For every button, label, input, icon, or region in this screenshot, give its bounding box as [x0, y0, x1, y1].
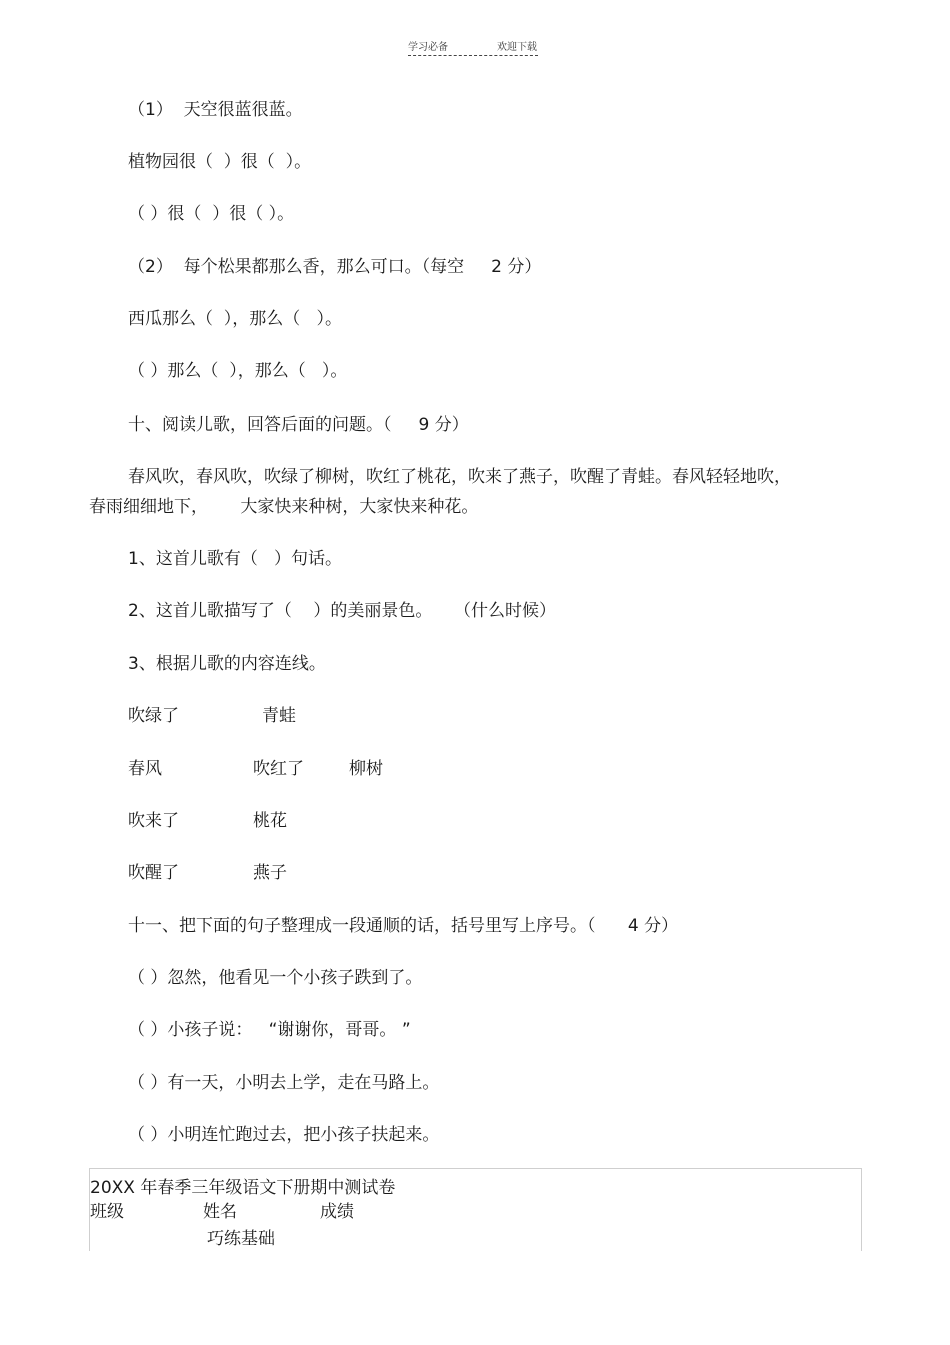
match-word: 桃花 [253, 811, 287, 831]
match-word: 吹醒了 [128, 863, 179, 883]
ordering-item: （ ）忽然，他看见一个小孩子跌到了。 [128, 968, 423, 988]
fill-blank-line: （ ）很（ ）很（ ）。 [128, 204, 295, 224]
score-label: 成绩 [320, 1202, 354, 1222]
sentence-example-1: （1） 天空很蓝很蓝。 [128, 100, 303, 120]
match-word: 青蛙 [262, 706, 296, 726]
question-2: 2、这首儿歌描写了（ ）的美丽景色。 （什么时候） [128, 601, 557, 621]
class-label: 班级 [90, 1202, 124, 1222]
match-word: 吹绿了 [128, 706, 179, 726]
header-rule [408, 55, 538, 56]
match-word: 柳树 [349, 759, 383, 779]
fill-blank-line: 西瓜那么（ ），那么（ ）。 [128, 309, 343, 329]
header-left-text: 学习必备 [408, 42, 448, 53]
ordering-item: （ ）小明连忙跑过去，把小孩子扶起来。 [128, 1125, 440, 1145]
poem-line: 春风吹，春风吹，吹绿了柳树，吹红了桃花，吹来了燕子，吹醒了青蛙。春风轻轻地吹， [128, 467, 791, 487]
match-word: 吹红了 [253, 759, 304, 779]
fill-blank-line: 植物园很（ ）很（ ）。 [128, 152, 312, 172]
section-10-title: 十、阅读儿歌，回答后面的问题。（ 9 分） [128, 415, 469, 435]
match-word: 春风 [128, 759, 162, 779]
sentence-example-2: （2） 每个松果都那么香，那么可口。（每空 2 分） [128, 257, 542, 277]
ordering-item: （ ）小孩子说： “谢谢你，哥哥。 ” [128, 1020, 411, 1040]
name-label: 姓名 [203, 1202, 237, 1222]
section-heading: 巧练基础 [207, 1229, 275, 1249]
fill-blank-line: （ ）那么（ ），那么（ ）。 [128, 361, 348, 381]
poem-line: 春雨细细地下， 大家快来种树，大家快来种花。 [89, 497, 479, 517]
section-11-title: 十一、把下面的句子整理成一段通顺的话，括号里写上序号。（ 4 分） [128, 916, 679, 936]
header-right-text: 欢迎下载 [497, 42, 537, 53]
ordering-item: （ ）有一天，小明去上学，走在马路上。 [128, 1073, 440, 1093]
exam-title-box [89, 1168, 862, 1251]
exam-title: 20XX 年春季三年级语文下册期中测试卷 [90, 1178, 396, 1198]
question-3: 3、根据儿歌的内容连线。 [128, 654, 326, 674]
match-word: 吹来了 [128, 811, 179, 831]
question-1: 1、这首儿歌有（ ）句话。 [128, 549, 343, 569]
match-word: 燕子 [253, 863, 287, 883]
page-header [408, 38, 538, 56]
